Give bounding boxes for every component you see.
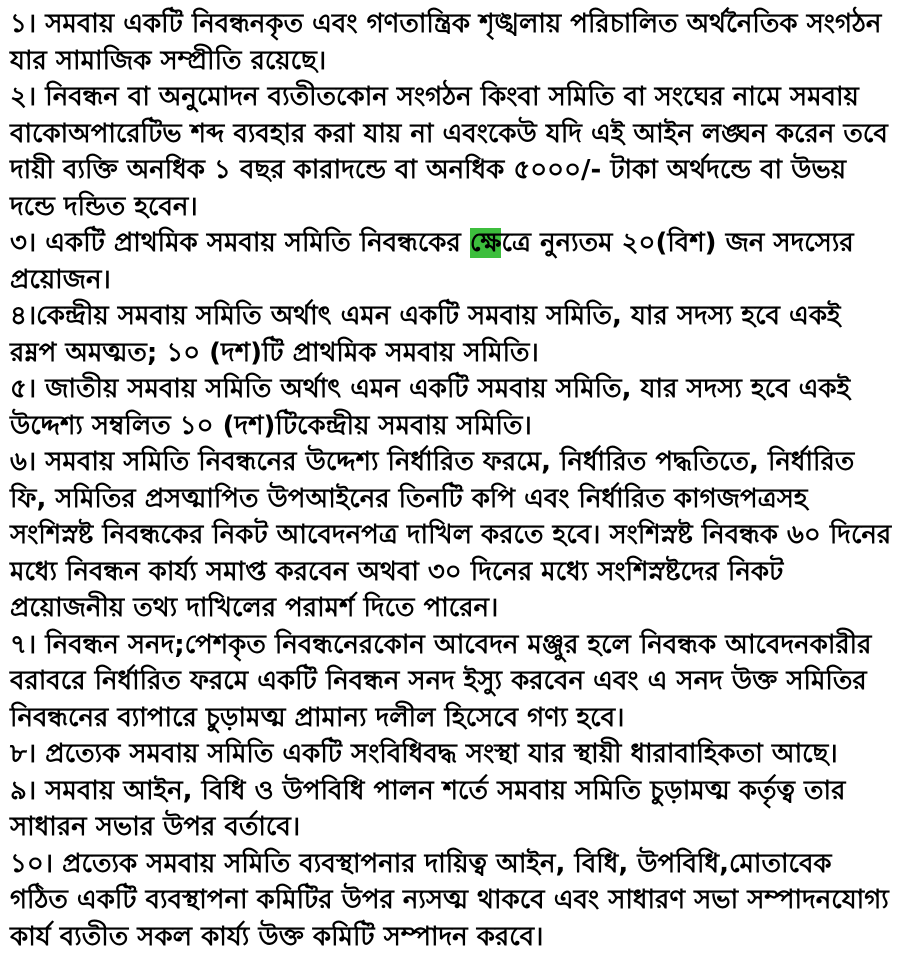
numbered-point-3	[10, 225, 892, 298]
search-highlight: ক্ষে	[469, 228, 502, 258]
point-3-text-after: ত্রে নুন্যতম ২০(বিশ) জন সদস্যের প্রয়োজন।	[10, 228, 854, 295]
numbered-point-7: ৭। নিবন্ধন সনদ;পেশকৃত নিবন্ধনেরকোন আবেদন মঞ্জুর হলে নিবন্ধক আবেদনকারীর বরাবরে নির্ধারিত ফরমে একটি নিবন্ধন সনদ ইস্যু করবেন এবং এ সনদ উক্ত সমিতির নিবন্ধনের ব্যাপারে চুড়ামত্ম প্রামান্য দলীল হিসেবে গণ্য হবে।	[10, 629, 872, 733]
numbered-point-6: ৬। সমবায় সমিতি নিবন্ধনের উদ্দেশ্য নির্ধারিত ফরমে, নির্ধারিত পদ্ধতিতে, নির্ধারিত ফি, সমিতির প্রসত্মাপিত উপআইনের তিনটি কপি এবং নির্ধারিত কাগজপত্রসহ সংশিস্নষ্ট নিবন্ধকের নিকট আবেদনপত্র দাখিল করতে হবে। সংশিস্নষ্ট নিবন্ধক ৬০ দিনের মধ্যে নিবন্ধন কার্য্য সমাপ্ত করবেন অথবা ৩০ দিনের মধ্যে সংশিস্নষ্টদের নিকট প্রয়োজনীয় তথ্য দাখিলের পরামর্শ দিতে পারেন।	[10, 447, 892, 623]
numbered-point-10: ১০। প্রত্যেক সমবায় সমিতি ব্যবস্থাপনার দায়িত্ব আইন, বিধি, উপবিধি,মোতাবেক গঠিত একটি ব্যবস্থাপনা কমিটির উপর ন্যসত্ম থাকবে এবং সাধারণ সভা সম্পাদনযোগ্য কার্য ব্যতীত সকল কার্য্য উক্ত কমিটি সম্পাদন করবে।	[10, 848, 889, 952]
numbered-point-9: ৯। সমবায় আইন, বিধি ও উপবিধি পালন শর্তে সমবায় সমিতি চুড়ামত্ম কর্তৃত্ব তার সাধারন সভার উপর বর্তাবে।	[10, 775, 846, 842]
numbered-point-1: ১। সমবায় একটি নিবন্ধনকৃত এবং গণতান্ত্রিক শৃঙ্খলায় পরিচালিত অর্থনৈতিক সংগঠন যার সামাজিক সম্প্রীতি রয়েছে।	[10, 9, 882, 76]
numbered-point-5: ৫। জাতীয় সমবায় সমিতি অর্থাৎ এমন একটি সমবায় সমিতি, যার সদস্য হবে একই উদ্দেশ্য সম্বলিত ১০ (দশ)টিকেন্দ্রীয় সমবায় সমিতি।	[10, 374, 851, 441]
numbered-point-8: ৮। প্রত্যেক সমবায় সমিতি একটি সংবিধিবদ্ধ সংস্থা যার স্থায়ী ধারাবাহিকতা আছে।	[10, 739, 838, 769]
numbered-point-4: ৪।কেন্দ্রীয় সমবায় সমিতি অর্থাৎ এমন একটি সমবায় সমিতি, যার সদস্য হবে একই রম্নপ অমত্মত; ১০ (দশ)টি প্রাথমিক সমবায় সমিতি।	[10, 301, 841, 368]
numbered-point-2: ২। নিবন্ধন বা অনুমোদন ব্যতীতকোন সংগঠন কিংবা সমিতি বা সংঘের নামে সমবায় বাকোঅপারেটিভ শব্দ ব্যবহার করা যায় না এবংকেউ যদি এই আইন লঙ্ঘন করেন তবে দায়ী ব্যক্তি অনধিক ১ বছর কারাদন্ডে বা অনধিক ৫০০০/- টাকা অর্থদন্ডে বা উভয় দন্ডে দন্ডিত হবেন।	[10, 82, 888, 222]
point-3-text-before: ৩। একটি প্রাথমিক সমবায় সমিতি নিবন্ধকের	[10, 228, 470, 258]
